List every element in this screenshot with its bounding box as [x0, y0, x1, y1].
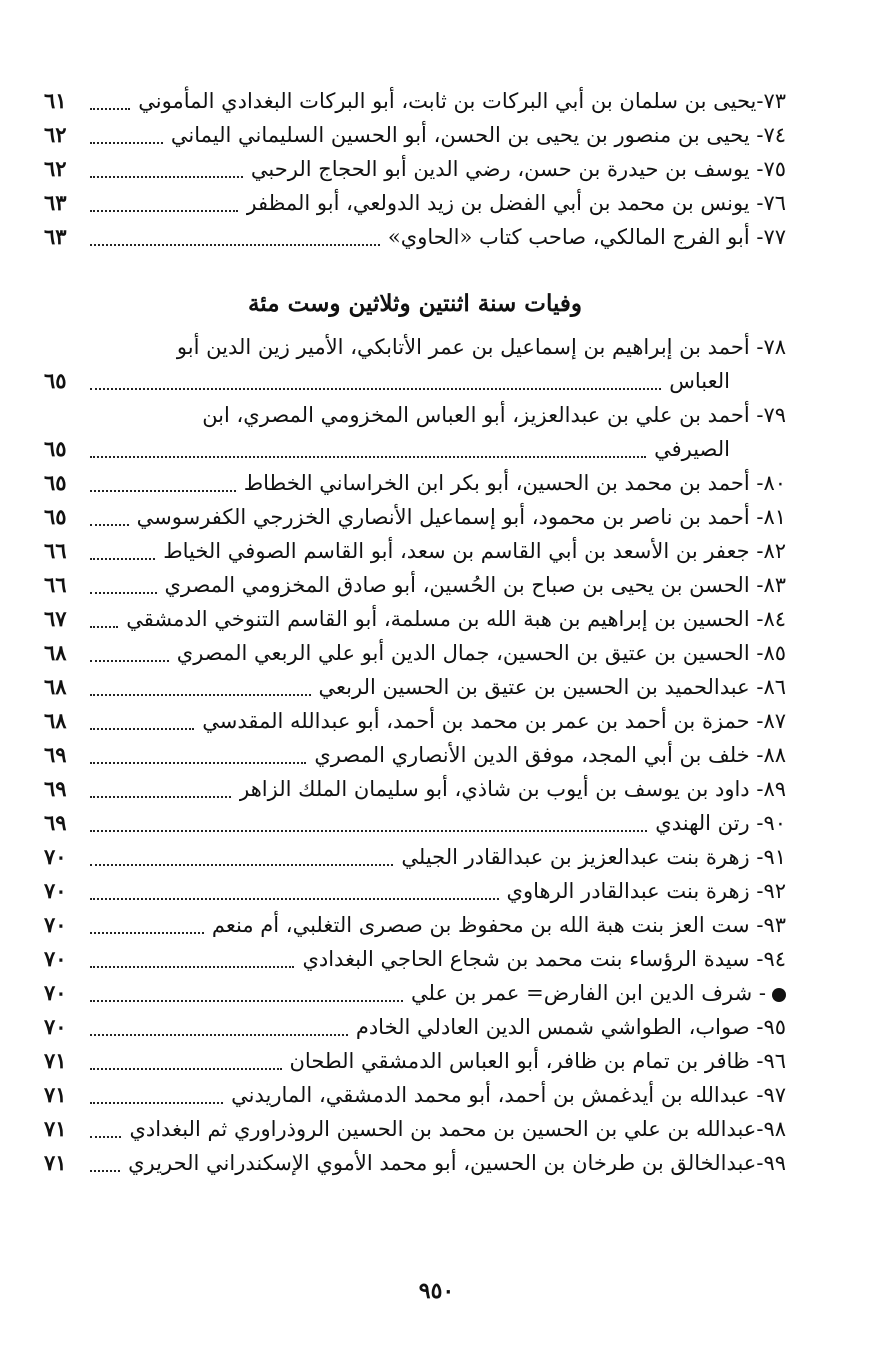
bullet-icon — [772, 988, 786, 1002]
entry-page-number: ٧٠ — [44, 980, 67, 1005]
leader-dots — [90, 728, 194, 730]
entry-page-number: ٦٨ — [44, 708, 67, 733]
entry-text: ٨٨- خلف بن أبي المجد، موفق الدين الأنصاري المصري — [314, 743, 786, 767]
entry-page-number: ٦١ — [44, 88, 67, 113]
leader-dots — [90, 796, 231, 798]
entry-page-number: ٦٦ — [44, 572, 67, 597]
entry-page-number: ٧٠ — [44, 1014, 67, 1039]
entry-text: ٩٤- سيدة الرؤساء بنت محمد بن شجاع الحاجي البغدادي — [302, 947, 786, 971]
entry-page-number: ٧٠ — [44, 878, 67, 903]
leader-dots — [90, 762, 306, 764]
leader-dots — [90, 1136, 121, 1138]
page-folio-number: ٩٥٠ — [418, 1278, 455, 1304]
entry-text: ٧٨- أحمد بن إبراهيم بن إسماعيل بن عمر الأتابكي، الأمير زين الدين أبو — [176, 335, 786, 359]
entry-text: ٨٤- الحسين بن إبراهيم بن هبة الله بن مسلمة، أبو القاسم التنوخي الدمشقي — [126, 607, 786, 631]
entry-text: ٨٩- داود بن يوسف بن أيوب بن شاذي، أبو سليمان الملك الزاهر — [239, 777, 786, 801]
entry-page-number: ٧١ — [44, 1150, 67, 1175]
entry-text: ٨٥- الحسين بن عتيق بن الحسين، جمال الدين أبو علي الربعي المصري — [176, 641, 786, 665]
entry-text: ٨٣- الحسن بن يحيى بن صباح بن الحُسين، أبو صادق المخزومي المصري — [164, 573, 786, 597]
entry-text: ٧٥- يوسف بن حيدرة بن حسن، رضي الدين أبو الحجاج الرحبي — [250, 157, 786, 181]
entry-text: ٩٩-عبدالخالق بن طرخان بن الحسين، أبو محمد الأموي الإسكندراني الحريري — [128, 1151, 786, 1175]
entry-page-number: ٦٧ — [44, 606, 67, 631]
entry-text-continued: العباس — [669, 369, 730, 393]
index-entry-75 — [44, 152, 786, 186]
entry-page-number: ٦٢ — [44, 156, 67, 181]
entry-page-number: ٦٦ — [44, 538, 67, 563]
leader-dots — [90, 966, 294, 968]
entry-page-number: ٦٣ — [44, 190, 67, 215]
entry-text: ٧٦- يونس بن محمد بن أبي الفضل بن زيد الدولعي، أبو المظفر — [246, 191, 786, 215]
leader-dots — [90, 210, 238, 212]
index-entry-98 — [44, 1112, 786, 1146]
entry-page-number: ٦٨ — [44, 674, 67, 699]
entry-text: ٩٦- ظافر بن تمام بن ظافر، أبو العباس الدمشقي الطحان — [289, 1049, 786, 1073]
leader-dots — [90, 932, 204, 934]
leader-dots — [90, 694, 311, 696]
index-entry-80 — [44, 466, 786, 500]
index-entry-92 — [44, 874, 786, 908]
index-entry-88 — [44, 738, 786, 772]
entry-page-number: ٦٢ — [44, 122, 67, 147]
leader-dots — [90, 524, 129, 526]
index-entry-85 — [44, 636, 786, 670]
leader-dots — [90, 626, 118, 628]
entry-page-number: ٦٥ — [44, 368, 67, 393]
entry-page-number: ٧١ — [44, 1048, 67, 1073]
index-entry-81 — [44, 500, 786, 534]
entry-text: ٨٦- عبدالحميد بن الحسين بن عتيق بن الحسين الربعي — [318, 675, 786, 699]
index-entry-76 — [44, 186, 786, 220]
index-entry-84 — [44, 602, 786, 636]
index-entry-86 — [44, 670, 786, 704]
index-entry-87 — [44, 704, 786, 738]
entry-text: ٧٤- يحيى بن منصور بن يحيى بن الحسن، أبو الحسين السليماني اليماني — [170, 123, 786, 147]
entry-page-number: ٧١ — [44, 1116, 67, 1141]
entry-page-number: ٦٩ — [44, 742, 67, 767]
leader-dots — [90, 1170, 120, 1172]
leader-dots — [90, 244, 380, 246]
index-entry-96 — [44, 1044, 786, 1078]
entry-page-number: ٦٥ — [44, 504, 67, 529]
entry-page-number: ٧٠ — [44, 912, 67, 937]
leader-dots — [90, 830, 647, 832]
index-entry-97 — [44, 1078, 786, 1112]
entry-page-number: ٦٥ — [44, 470, 67, 495]
entry-text: ٩٥- صواب، الطواشي شمس الدين العادلي الخادم — [355, 1015, 786, 1039]
index-entry-78-line2 — [44, 364, 786, 398]
entry-text: - شرف الدين ابن الفارض= عمر بن علي — [411, 981, 766, 1005]
entry-page-number: ٧٠ — [44, 946, 67, 971]
leader-dots — [90, 592, 157, 594]
entry-text: ٩٣- ست العز بنت هبة الله بن محفوظ بن صصرى التغلبي، أم منعم — [211, 913, 786, 937]
leader-dots — [90, 456, 646, 458]
index-entry-79-line1 — [44, 398, 786, 432]
entry-text: ٩٢- زهرة بنت عبدالقادر الرهاوي — [506, 879, 786, 903]
entry-text: ٩٧- عبدالله بن أيدغمش بن أحمد، أبو محمد الدمشقي، الماريدني — [231, 1083, 786, 1107]
leader-dots — [90, 1102, 223, 1104]
index-page — [44, 84, 786, 1180]
leader-dots — [90, 558, 155, 560]
entry-text: ٧٩- أحمد بن علي بن عبدالعزيز، أبو العباس المخزومي المصري، ابن — [202, 403, 786, 427]
entry-text: ٨٢- جعفر بن الأسعد بن أبي القاسم بن سعد، أبو القاسم الصوفي الخياط — [163, 539, 786, 563]
index-entry-93 — [44, 908, 786, 942]
leader-dots — [90, 108, 130, 110]
entry-page-number: ٦٨ — [44, 640, 67, 665]
entry-text: ٩٨-عبدالله بن علي بن الحسين بن محمد بن الحسين الروذراوري ثم البغدادي — [129, 1117, 786, 1141]
index-entry-99 — [44, 1146, 786, 1180]
leader-dots — [90, 490, 236, 492]
entry-text: ٨٧- حمزة بن أحمد بن عمر بن محمد بن أحمد، أبو عبدالله المقدسي — [202, 709, 786, 733]
leader-dots — [90, 1000, 403, 1002]
index-entry-79-line2 — [44, 432, 786, 466]
index-entry-91 — [44, 840, 786, 874]
index-entry-89 — [44, 772, 786, 806]
leader-dots — [90, 1068, 282, 1070]
entry-text: ٨٠- أحمد بن محمد بن الحسين، أبو بكر ابن الخراساني الخطاط — [243, 471, 786, 495]
entry-page-number: ٧١ — [44, 1082, 67, 1107]
index-entry-90 — [44, 806, 786, 840]
entry-text-wrapper — [411, 976, 786, 1010]
leader-dots — [90, 660, 169, 662]
entry-text: ٩٠- رتن الهندي — [655, 811, 786, 835]
index-entry-83 — [44, 568, 786, 602]
entry-text: ٧٧- أبو الفرج المالكي، صاحب كتاب «الحاوي» — [387, 225, 786, 249]
leader-dots — [90, 142, 163, 144]
index-entry-cross-reference — [44, 976, 786, 1010]
entry-text: ٩١- زهرة بنت عبدالعزيز بن عبدالقادر الجيلي — [401, 845, 786, 869]
entry-text: ٧٣-يحيى بن سلمان بن أبي البركات بن ثابت، أبو البركات البغدادي المأموني — [138, 89, 786, 113]
index-entry-94 — [44, 942, 786, 976]
entry-page-number: ٦٩ — [44, 776, 67, 801]
leader-dots — [90, 176, 243, 178]
entry-page-number: ٧٠ — [44, 844, 67, 869]
entry-page-number: ٦٩ — [44, 810, 67, 835]
entry-text-continued: الصيرفي — [654, 437, 730, 461]
leader-dots — [90, 898, 499, 900]
leader-dots — [90, 864, 393, 866]
index-entry-82 — [44, 534, 786, 568]
index-entry-78-line1 — [44, 330, 786, 364]
entry-page-number: ٦٣ — [44, 224, 67, 249]
index-entry-73 — [44, 84, 786, 118]
entry-text: ٨١- أحمد بن ناصر بن محمود، أبو إسماعيل الأنصاري الخزرجي الكفرسوسي — [136, 505, 786, 529]
section-heading: وفيات سنة اثنتين وثلاثين وست مئة — [247, 290, 583, 317]
index-entry-77 — [44, 220, 786, 254]
entry-page-number: ٦٥ — [44, 436, 67, 461]
index-entry-95 — [44, 1010, 786, 1044]
index-entry-74 — [44, 118, 786, 152]
leader-dots — [90, 388, 661, 390]
leader-dots — [90, 1034, 348, 1036]
